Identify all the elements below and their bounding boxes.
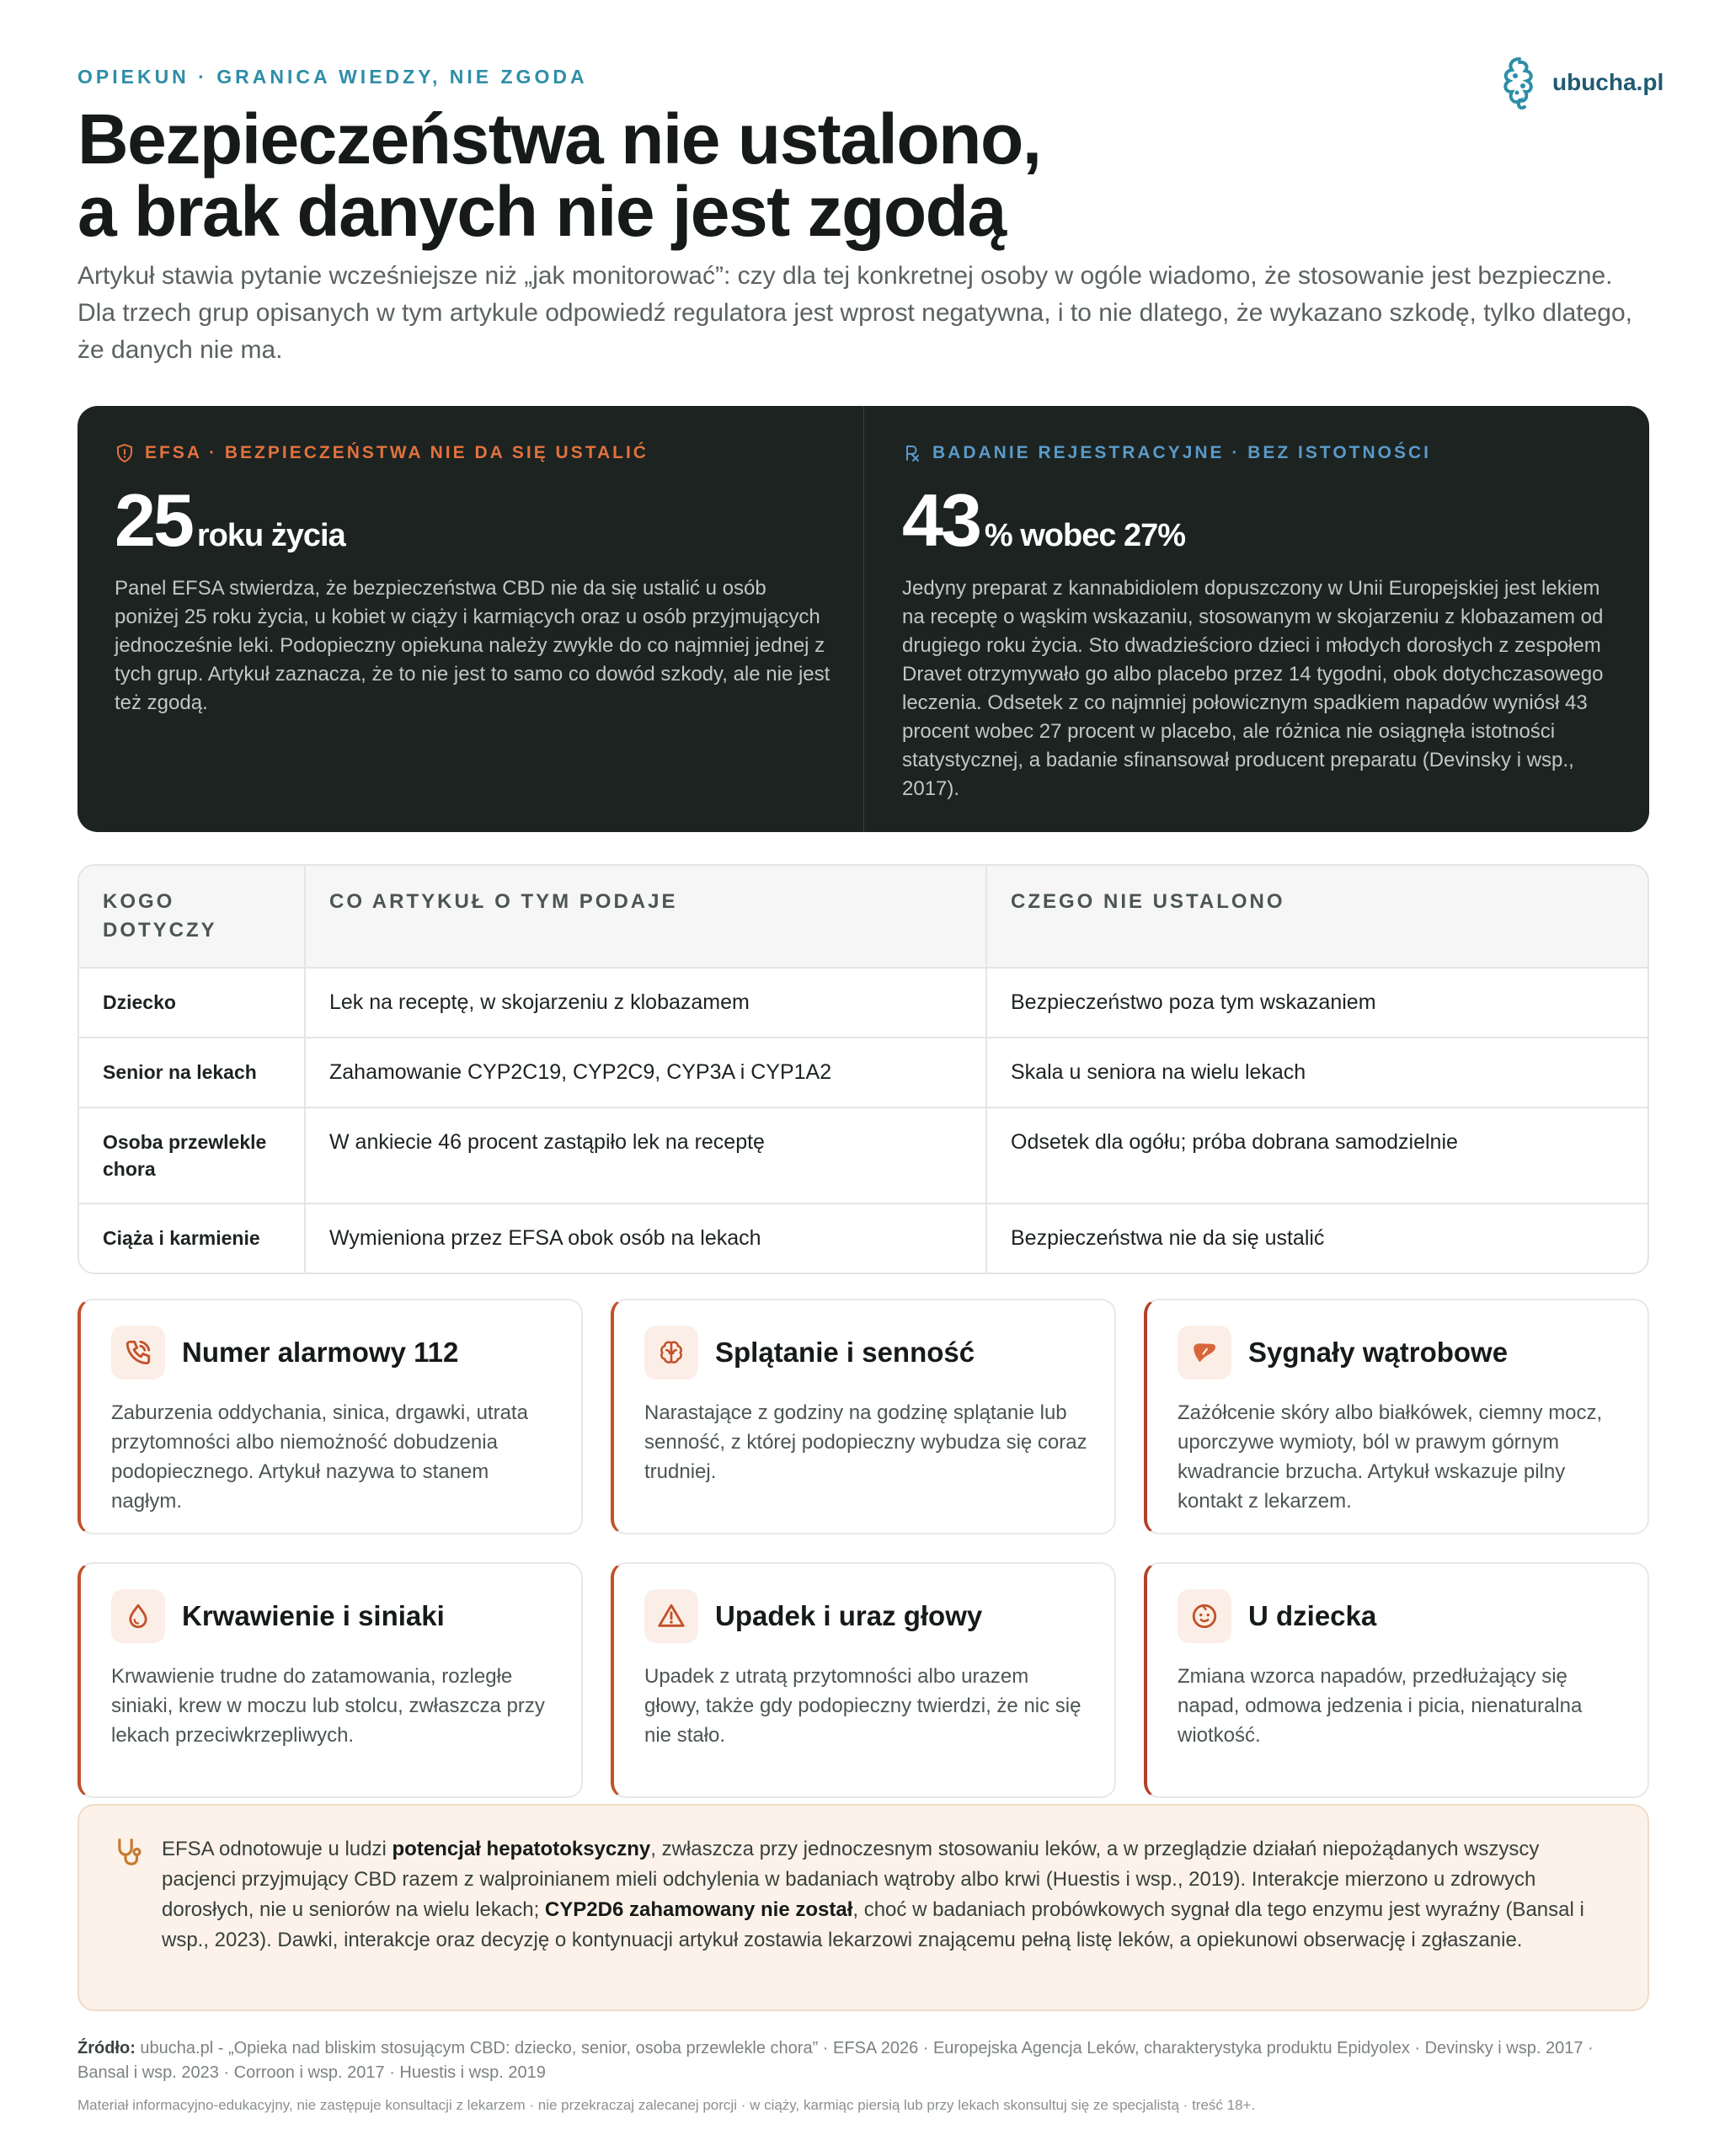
card-title: U dziecka [1248, 1600, 1377, 1631]
card-liver [1144, 1299, 1649, 1534]
stat-efsa-text: Panel EFSA stwierdza, że bezpieczeństwa CBD nie da się ustalić u osób poniżej 25 roku życia, u kobiet w ciąży i karmiących oraz u osób przyjmujących jednocześnie leki. Podopieczny opiekuna należy zwykle do co najmniej jednej z tych grup. Artykuł zaznacza, że to nie jest to samo co dowód szkody, ale nie jest też zgodą. [115, 577, 830, 714]
stat-trial-value [902, 480, 1618, 561]
column-header-who: KOGO DOTYCZY [79, 866, 305, 968]
card-body: Krwawienie trudne do zatamowania, rozległe siniaki, krew w moczu lub stolcu, zwłaszcza przy lekach przeciwkrzepliwych. [111, 1665, 545, 1747]
stat-trial-unit: % wobec 27% [984, 518, 1186, 553]
table-cell-unknown: Bezpieczeństwa nie da się ustalić [986, 1203, 1649, 1273]
shield-alert-icon [115, 443, 135, 463]
table-cell-group: Senior na lekach [79, 1038, 305, 1107]
title-line-1: Bezpieczeństwa nie ustalono, [77, 99, 1041, 179]
stat-efsa-unit: roku życia [196, 518, 345, 553]
stat-efsa-label [115, 443, 830, 463]
table-cell-unknown: Bezpieczeństwo poza tym wskazaniem [986, 968, 1649, 1038]
card-fall [611, 1562, 1116, 1798]
table-cell-unknown: Skala u seniora na wielu lekach [986, 1038, 1649, 1107]
prescription-icon [902, 443, 922, 463]
disclaimer: Materiał informacyjno-edukacyjny, nie zastępuje konsultacji z lekarzem · nie przekraczaj zalecanej porcji · w ciąży, karmiąc piersią lub przy lekach skonsultuj się ze specjalistą · treść 18+. [77, 2097, 1256, 2113]
stat-trial-label-text: BADANIE REJESTRACYJNE · BEZ ISTOTNOŚCI [932, 443, 1432, 462]
table-cell-group: Dziecko [79, 968, 305, 1038]
stats-panel [77, 406, 1649, 832]
table-header-row [79, 866, 1649, 968]
note-text-part: , choć w badaniach probówkowych sygnał dla tego enzymu jest wyraźny (Bansal i wsp., 2023). Dawki, interakcje oraz decyzję o kontynuacji artykuł zostawia lekarzowi znającemu pełną listę leków, a opiekunowi obserwację i zgłaszanie. [162, 1898, 1584, 1951]
stat-efsa-label-text: EFSA · BEZPIECZEŃSTWA NIE DA SIĘ USTALIĆ [145, 443, 649, 462]
brain-icon [657, 1338, 686, 1367]
card-title: Krwawienie i siniaki [182, 1600, 445, 1631]
warning-cards [77, 1299, 1649, 1798]
stat-trial-label [902, 443, 1618, 463]
liver-icon [1190, 1338, 1219, 1367]
table-cell-group: Osoba przewlekle chora [79, 1107, 305, 1203]
table-cell-reported: Zahamowanie CYP2C19, CYP2C9, CYP3A i CYP1A2 [305, 1038, 986, 1107]
stat-trial-text: Jedyny preparat z kannabidiolem dopuszczony w Unii Europejskiej jest lekiem na receptę o wąskim wskazaniu, stosowanym w skojarzeniu z klobazamem od drugiego roku życia. Sto dwadzieścioro dzieci i młodych dorosłych z zespołem Dravet otrzymywało go albo placebo przez 14 tygodni, obok dotychczasowego leczenia. Odsetek z co najmniej połowicznym spadkiem napadów wyniósł 43 procent wobec 27 procent w placebo, ale różnica nie osiągnęła istotności statystycznej, a badanie sfinansował producent preparatu (Devinsky i wsp., 2017). [902, 577, 1604, 800]
note-text-part: , zwłaszcza przy jednoczesnym stosowaniu leków, a w przeglądzie działań niepożądanych wszyscy pacjenci przyjmujący CBD razem z walproinianem mieli odchylenia w badaniach wątroby albo krwi (Huestis i wsp., 2019). Interakcje mierzono u zdrowych dorosłych, nie u seniorów na wielu lekach; [162, 1838, 1540, 1921]
note-highlight: CYP2D6 zahamowany nie został [544, 1898, 853, 1921]
table-cell-unknown: Odsetek dla ogółu; próba dobrana samodzielnie [986, 1107, 1649, 1203]
eyebrow: OPIEKUN · GRANICA WIEDZY, NIE ZGODA [77, 66, 588, 88]
card-bleeding [77, 1562, 583, 1798]
table-row [79, 968, 1649, 1038]
table-cell-group: Ciąża i karmienie [79, 1203, 305, 1273]
phone-icon [124, 1338, 152, 1367]
clinical-note [77, 1804, 1649, 2011]
card-body: Zmiana wzorca napadów, przedłużający się napad, odmowa jedzenia i picia, nienaturalna wiotkość. [1178, 1665, 1583, 1747]
stat-efsa [115, 443, 830, 718]
card-title: Sygnały wątrobowe [1248, 1337, 1509, 1368]
card-child [1144, 1562, 1649, 1798]
stat-trial [902, 443, 1618, 803]
stethoscope-icon [113, 1836, 145, 1868]
source-label: Źródło: [77, 2039, 136, 2057]
logo-text: ubucha.pl [1552, 69, 1664, 95]
droplet-icon [124, 1602, 152, 1630]
table-cell-reported: Lek na receptę, w skojarzeniu z klobazamem [305, 968, 986, 1038]
column-header-what: CO ARTYKUŁ O TYM PODAJE [305, 866, 986, 968]
stats-divider [863, 406, 864, 832]
card-title: Upadek i uraz głowy [715, 1600, 983, 1631]
table-cell-reported: W ankiecie 46 procent zastąpiło lek na receptę [305, 1107, 986, 1203]
stat-efsa-value [115, 480, 830, 561]
source-text: ubucha.pl - „Opieka nad bliskim stosującym CBD: dziecko, senior, osoba przewlekle chora” · EFSA 2026 · Europejska Agencja Leków, charakterystyka produktu Epidyolex · Devinsky i wsp. 2017 · Bansal i wsp. 2023 · Corroon i wsp. 2017 · Huestis i wsp. 2019 [77, 2039, 1594, 2082]
note-text [162, 1834, 1614, 1956]
title-line-2: a brak danych nie jest zgodą [77, 172, 1006, 251]
column-header-unknown: CZEGO NIE USTALONO [986, 866, 1649, 968]
table-cell-reported: Wymieniona przez EFSA obok osób na lekach [305, 1203, 986, 1273]
intro-paragraph: Artykuł stawia pytanie wcześniejsze niż „jak monitorować”: czy dla tej konkretnej osoby w ogóle wiadomo, że stosowanie jest bezpieczne. Dla trzech grup opisanych w tym artykule odpowiedź regulatora jest wprost negatywna, i to nie dlatego, że wykazano szkodę, tylko dlatego, że danych nie ma. [77, 262, 1632, 364]
card-confusion [611, 1299, 1116, 1534]
card-emergency [77, 1299, 583, 1534]
source-line [77, 2036, 1649, 2085]
table-row [79, 1107, 1649, 1203]
card-body: Narastające z godziny na godzinę splątanie lub senność, z której podopieczny wybudza się coraz trudniej. [644, 1401, 1087, 1483]
card-body: Upadek z utratą przytomności albo urazem głowy, także gdy podopieczny twierdzi, że nic się nie stało. [644, 1665, 1081, 1747]
card-title: Numer alarmowy 112 [182, 1337, 459, 1368]
card-body: Zażółcenie skóry albo białkówek, ciemny mocz, uporczywe wymioty, ból w prawym górnym kwadrancie brzucha. Artykuł wskazuje pilny kontakt z lekarzem. [1178, 1401, 1603, 1513]
card-body: Zaburzenia oddychania, sinica, drgawki, utrata przytomności albo niemożność dobudzenia podopiecznego. Artykuł nazywa to stanem nagłym. [111, 1401, 528, 1513]
table-row [79, 1038, 1649, 1107]
table-row [79, 1203, 1649, 1273]
note-highlight: potencjał hepatotoksyczny [392, 1838, 651, 1860]
stat-efsa-number: 25 [115, 478, 192, 562]
stat-trial-number: 43 [902, 478, 980, 562]
baby-icon [1190, 1602, 1219, 1630]
note-text-part: EFSA odnotowuje u ludzi [162, 1838, 393, 1860]
groups-table [77, 864, 1649, 1274]
warning-icon [657, 1602, 686, 1630]
brand-logo[interactable] [1495, 54, 1664, 111]
card-title: Splątanie i senność [715, 1337, 975, 1368]
page-title [77, 99, 1509, 251]
